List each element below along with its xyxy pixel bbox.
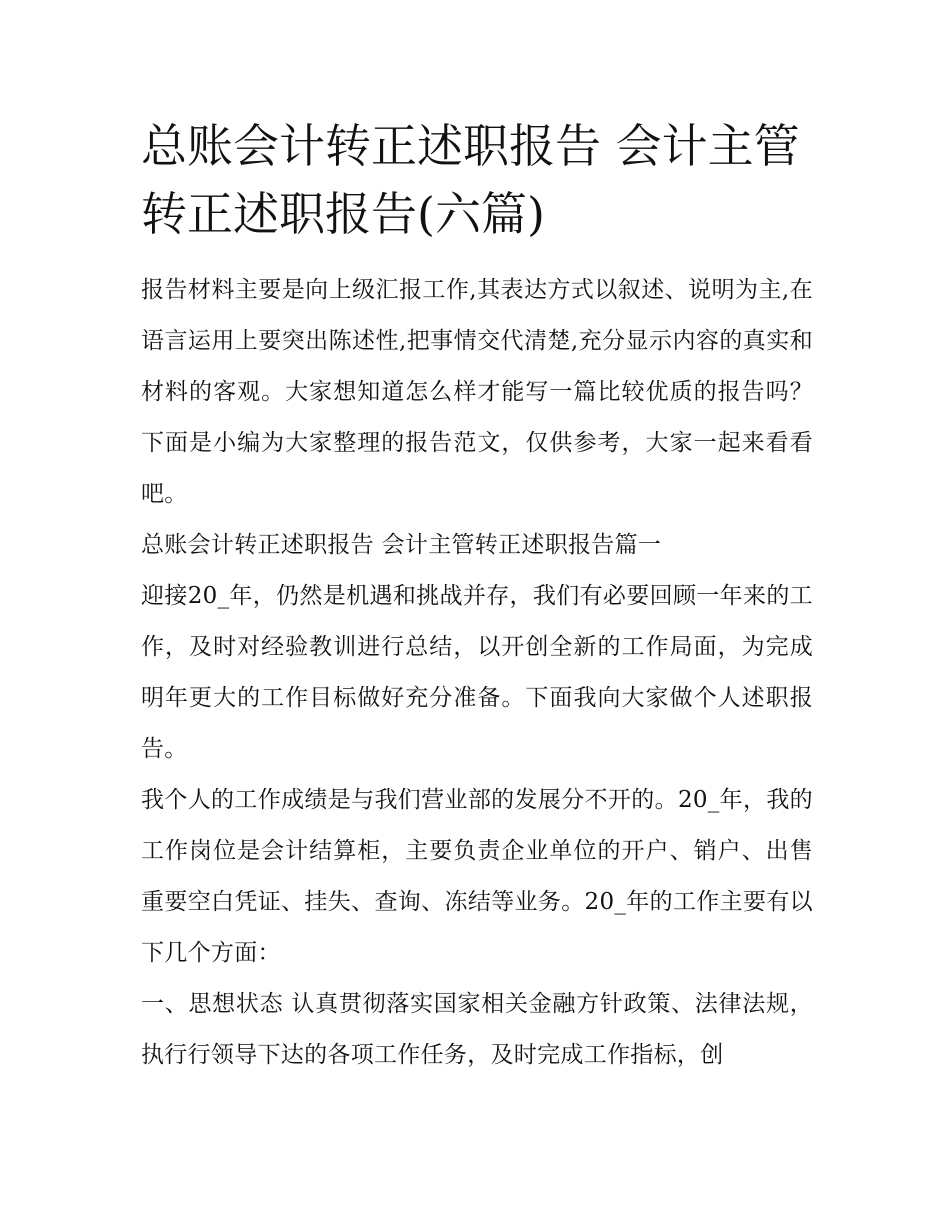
document-body [141,112,813,1081]
intro-paragraph: 报告材料主要是向上级汇报工作,其表达方式以叙述、说明为主,在语言运用上要突出陈述性,把事情交代清楚,充分显示内容的真实和材料的客观。大家想知道怎么样才能写一篇比较优质的报告吗？下面是小编为大家整理的报告范文，仅供参考，大家一起来看看吧。 [141,277,813,507]
section-heading: 总账会计转正述职报告 会计主管转正述职报告篇一 [141,532,662,558]
body-paragraph: 我个人的工作成绩是与我们营业部的发展分不开的。20_年，我的工作岗位是会计结算柜，主要负责企业单位的开户、销户、出售重要空白凭证、挂失、查询、冻结等业务。20_年的工作主要有以下几个方面： [141,787,813,966]
document-title: 总账会计转正述职报告 会计主管转正述职报告(六篇) [141,119,800,241]
body-paragraph: 一、思想状态 认真贯彻落实国家相关金融方针政策、法律法规，执行行领导下达的各项工作任务，及时完成工作指标，创 [141,991,813,1068]
body-paragraph: 迎接20_年，仍然是机遇和挑战并存，我们有必要回顾一年来的工作，及时对经验教训进行总结，以开创全新的工作局面，为完成明年更大的工作目标做好充分准备。下面我向大家做个人述职报告。 [141,583,813,762]
